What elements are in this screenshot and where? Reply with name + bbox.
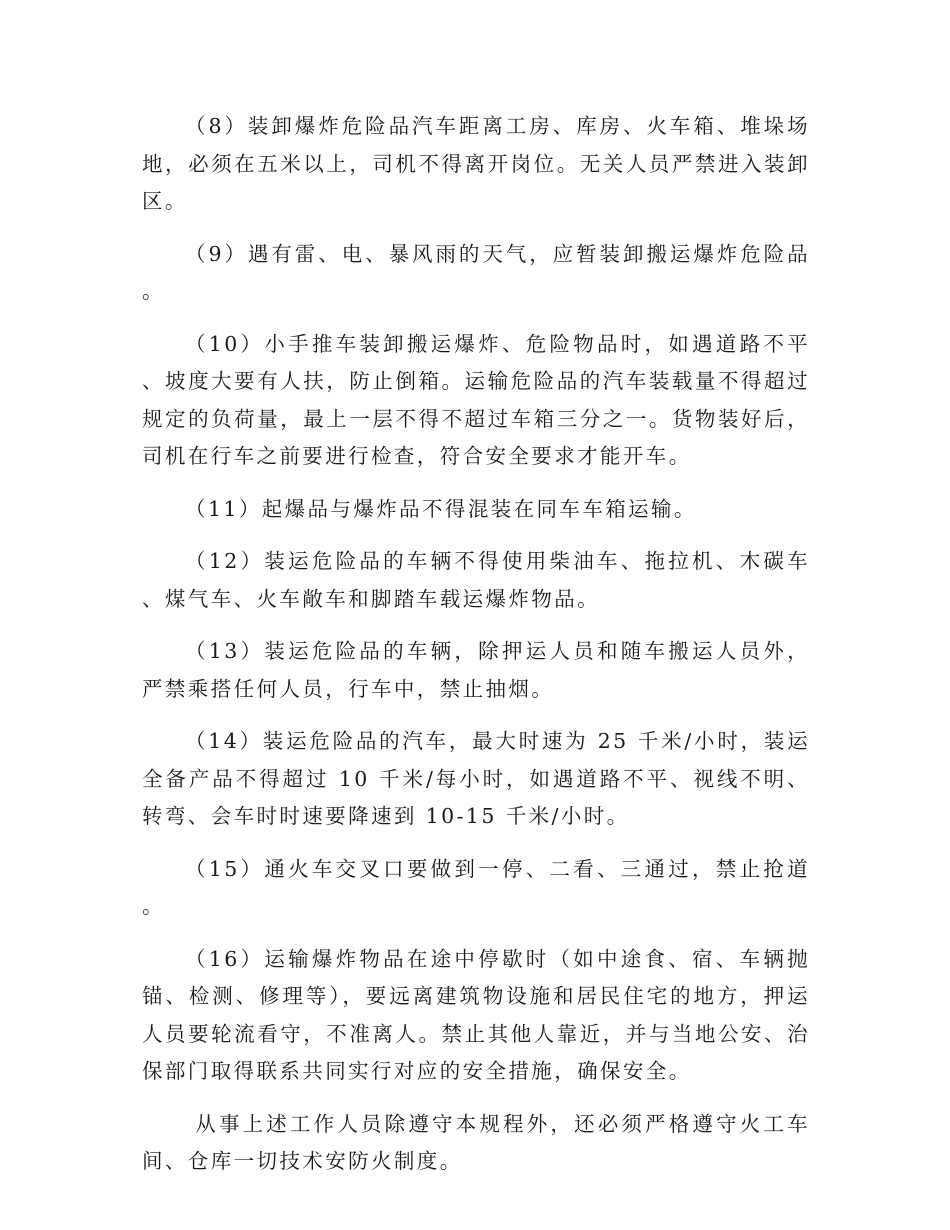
paragraph-rule-8: （8）装卸爆炸危险品汽车距离工房、库房、火车箱、堆垛场地，必须在五米以上，司机不得离开岗位。无关人员严禁进入装卸区。: [142, 114, 810, 213]
paragraph-rule-10: （10）小手推车装卸搬运爆炸、危险物品时，如遇道路不平、坡度大要有人扶，防止倒箱。运输危险品的汽车装载量不得超过规定的负荷量，最上一层不得不超过车箱三分之一。货物装好后，司机在行车之前要进行检查，符合安全要求才能开车。: [142, 331, 810, 468]
paragraph-rule-15: （15）通火车交叉口要做到一停、二看、三通过，禁止抢道。: [142, 856, 810, 918]
paragraph-rule-13: （13）装运危险品的车辆，除押运人员和随车搬运人员外，严禁乘搭任何人员，行车中，禁止抽烟。: [142, 639, 810, 701]
paragraph-rule-11: （11）起爆品与爆炸品不得混装在同车车箱运输。: [185, 496, 697, 521]
paragraph-closing-note: 从事上述工作人员除遵守本规程外，还必须严格遵守火工车间、仓库一切技术安防火制度。: [142, 1111, 810, 1173]
paragraph-rule-9: （9）遇有雷、电、暴风雨的天气，应暂装卸搬运爆炸危险品。: [142, 241, 810, 303]
paragraph-rule-16: （16）运输爆炸物品在途中停歇时（如中途食、宿、车辆抛锚、检测、修理等），要远离建筑物设施和居民住宅的地方，押运人员要轮流看守，不准离人。禁止其他人靠近，并与当地公安、治保部门取得联系共同实行对应的安全措施，确保安全。: [142, 946, 810, 1083]
document-body: [142, 108, 810, 1196]
paragraph-rule-14: （14）装运危险品的汽车，最大时速为 25 千米/小时，装运全备产品不得超过 10 千米/每小时，如遇道路不平、视线不明、转弯、会车时时速要降速到 10-15 千米/小时。: [142, 729, 810, 828]
paragraph-rule-12: （12）装运危险品的车辆不得使用柴油车、拖拉机、木碳车、煤气车、火车敞车和脚踏车载运爆炸物品。: [142, 549, 810, 611]
